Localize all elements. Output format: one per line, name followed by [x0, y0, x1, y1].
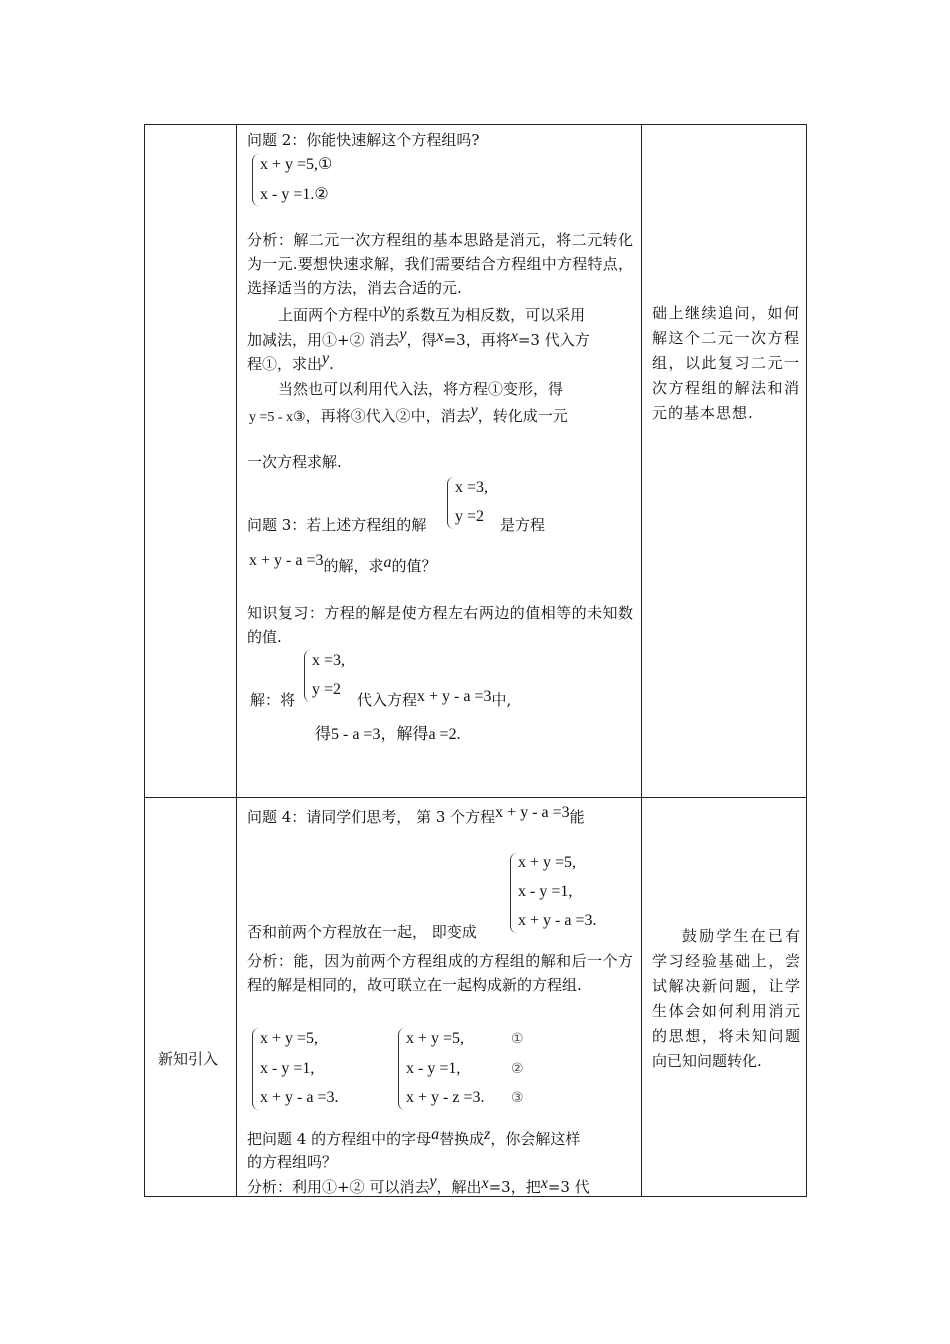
- brace: [304, 650, 311, 702]
- sys1-eq1: x + y =5,①: [260, 156, 333, 173]
- para2-b: 的系数互为相反数，可以采用: [390, 306, 586, 324]
- q3-b: 的解，求: [323, 557, 384, 575]
- sol-result: 得5 - a =3，解得a =2.: [315, 726, 461, 743]
- q4-eq: x + y - a =3: [495, 804, 570, 821]
- row2-label: 新知引入: [158, 1050, 219, 1068]
- analysis-3-d: =3 代: [547, 1178, 590, 1196]
- para2-line1: [278, 303, 585, 328]
- var-x: x: [436, 328, 444, 345]
- q4-line1: [247, 805, 585, 830]
- sol-sys-eq2: y =2: [312, 681, 342, 698]
- para2-f: =3 代入方: [517, 331, 590, 349]
- review: 知识复习：方程的解是使方程左右两边的值相等的未知数的值.: [247, 604, 633, 646]
- q4-line2: 否和前两个方程放在一起， 即变成: [247, 923, 477, 941]
- sys-c-eq1: x + y =5,: [406, 1030, 465, 1047]
- var-y: y: [470, 402, 478, 419]
- table-border-left: [144, 124, 145, 1197]
- analysis-3-a: 分析：利用①+② 可以消去: [247, 1178, 430, 1196]
- var-y: y: [383, 301, 391, 318]
- mark-2: ②: [511, 1061, 524, 1077]
- var-x: x: [510, 328, 518, 345]
- q3-sys-eq2: y =2: [455, 508, 485, 525]
- mark-3: ③: [511, 1090, 524, 1106]
- var-x: x: [481, 1175, 489, 1192]
- var-a: a: [383, 554, 392, 571]
- replace-c: ，你会解这样: [490, 1130, 581, 1148]
- sys-a-eq3: x + y - a =3.: [518, 912, 597, 929]
- q3-label: 问题 3：若上述方程组的解: [247, 516, 427, 534]
- q4-b: 能: [569, 808, 585, 826]
- para2-line2: [247, 328, 590, 353]
- var-y: y: [322, 350, 330, 367]
- table-row-divider: [144, 797, 807, 798]
- para3-line2: [249, 404, 568, 430]
- sys-c-eq2: x - y =1,: [406, 1060, 461, 1077]
- brace: [252, 1028, 259, 1110]
- analysis-3-b: ，解出: [436, 1178, 482, 1196]
- analysis-3: [247, 1175, 590, 1200]
- para2-d: ，得: [406, 331, 437, 349]
- para3-eq: y =5 - x③: [249, 410, 306, 425]
- var-y: y: [399, 326, 407, 343]
- q3-eq: x + y - a =3: [249, 552, 324, 569]
- analysis-3-c: =3，把: [488, 1178, 541, 1196]
- q4-a: 问题 4：请同学们思考， 第 3 个方程: [247, 808, 496, 826]
- row1-note: 础上继续追问，如何解这个二元一次方程组，以此复习二元一次方程组的解法和消元的基本思想.: [652, 304, 800, 422]
- brace: [447, 477, 454, 529]
- para3-c: ，转化成一元: [477, 407, 568, 425]
- var-a: a: [431, 1126, 440, 1143]
- mark-1: ①: [511, 1031, 524, 1047]
- para3-b: ，再将③代入②中，消去: [305, 407, 471, 425]
- sol-mid: 代入方程: [357, 691, 418, 709]
- brace: [398, 1028, 405, 1110]
- analysis-2: 分析：能，因为前两个方程组成的方程组的解和后一个方程的解是相同的，故可联立在一起构成新的方程组.: [247, 952, 633, 994]
- para2-e: =3，再将: [443, 331, 511, 349]
- para2-c: 加减法，用①+② 消去: [247, 331, 400, 349]
- table-border-right: [806, 124, 807, 1197]
- analysis-1: 分析：解二元一次方程组的基本思路是消元，将二元转化为一元.要想快速求解，我们需要结合方程组中方程特点，选择适当的方法，消去合适的元.: [247, 231, 633, 297]
- sys-b-eq3: x + y - a =3.: [260, 1089, 339, 1106]
- var-z: z: [484, 1126, 491, 1143]
- q3-tail: 是方程: [500, 516, 546, 534]
- q3-sys-eq1: x =3,: [455, 479, 489, 496]
- q3-c: 的值？: [391, 557, 437, 575]
- sol-sys-eq1: x =3,: [312, 652, 346, 669]
- sys-a-eq1: x + y =5,: [518, 854, 577, 871]
- replace-line1: [247, 1127, 580, 1152]
- sys-b-eq1: x + y =5,: [260, 1030, 319, 1047]
- para3-line3: 一次方程求解.: [247, 453, 342, 471]
- table-border-top: [144, 124, 807, 125]
- replace-a: 把问题 4 的方程组中的字母: [247, 1130, 432, 1148]
- replace-line2: 的方程组吗？: [247, 1153, 338, 1171]
- sol-eq: x + y - a =3: [417, 688, 492, 705]
- table-col-divider-1: [236, 124, 237, 1197]
- sys-a-eq2: x - y =1,: [518, 883, 573, 900]
- para2-h: .: [329, 355, 334, 373]
- q3-line2: [249, 554, 437, 579]
- var-y: y: [429, 1173, 437, 1190]
- row2-note: 鼓励学生在已有学习经验基础上，尝试解决新问题，让学生体会如何利用消元的思想，将未知问题向已知问题转化.: [652, 927, 800, 1070]
- para2-a: 上面两个方程中: [278, 306, 384, 324]
- replace-b: 替换成: [439, 1130, 485, 1148]
- brace: [510, 853, 517, 933]
- para2-line3: [247, 352, 334, 377]
- para3-line1: 当然也可以利用代入法，将方程①变形，得: [278, 380, 564, 398]
- sol-end: 中,: [491, 691, 512, 709]
- brace: [252, 154, 259, 206]
- para2-g: 程①，求出: [247, 355, 323, 373]
- sol-label: 解：将: [250, 691, 296, 709]
- sys-b-eq2: x - y =1,: [260, 1060, 315, 1077]
- sol-line: [357, 684, 511, 709]
- sys-c-eq3: x + y - z =3.: [406, 1089, 485, 1106]
- sys1-eq2: x - y =1.②: [260, 186, 329, 203]
- var-x: x: [540, 1175, 548, 1192]
- table-col-divider-2: [641, 124, 642, 1197]
- q2-title: 问题 2：你能快速解这个方程组吗?: [247, 131, 480, 149]
